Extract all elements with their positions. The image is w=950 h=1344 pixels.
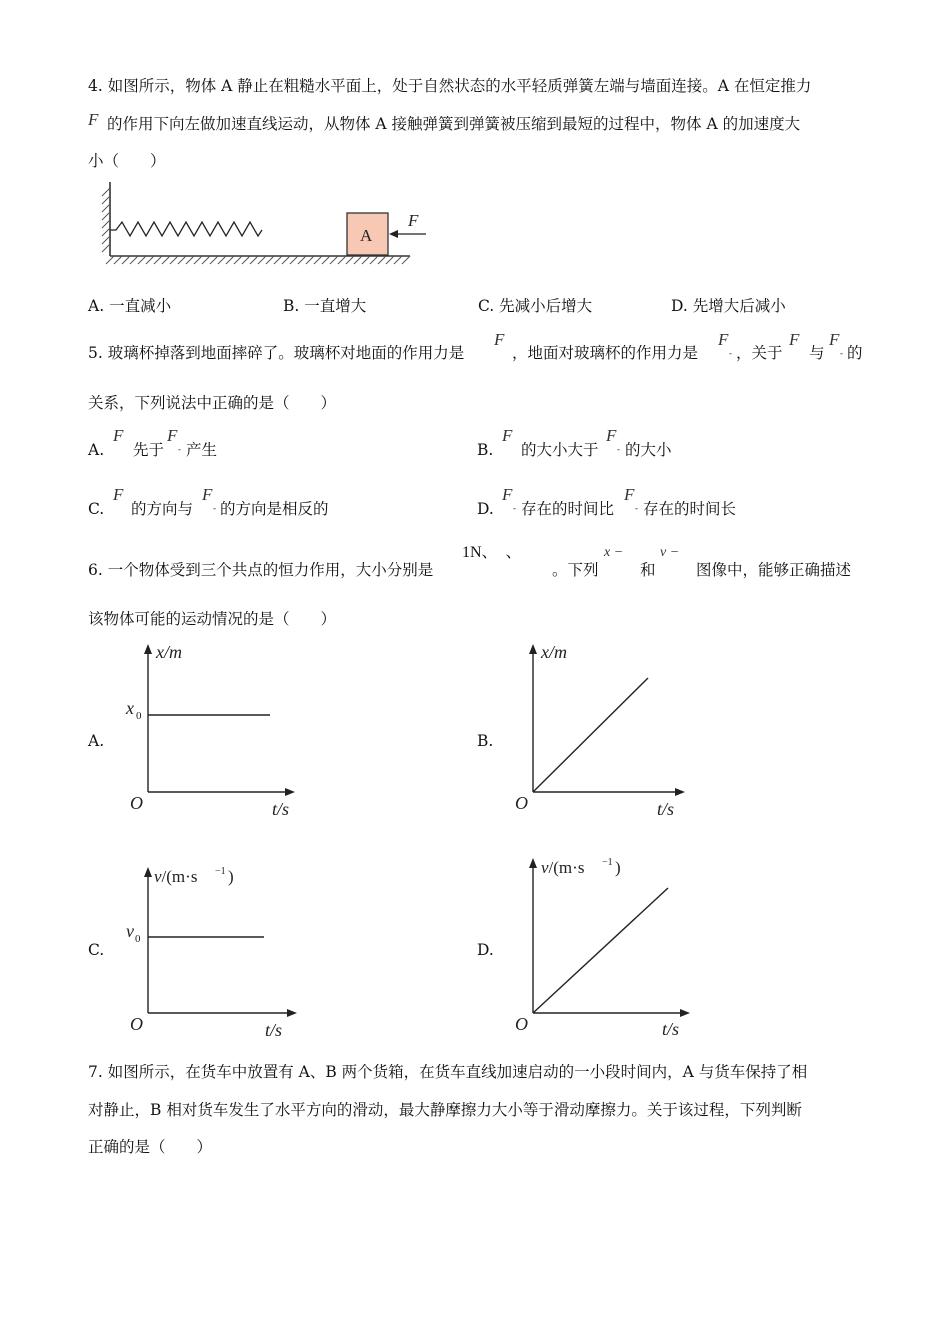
spring bbox=[110, 222, 262, 236]
graph-b-origin: O bbox=[515, 793, 528, 813]
q4-option-a[interactable]: A. 一直减小 bbox=[88, 297, 172, 315]
graph-b-ylabel: x/m bbox=[541, 642, 567, 662]
q5-f1: F bbox=[494, 330, 505, 349]
q6-forces: 1N、 、 bbox=[462, 544, 522, 561]
q6-line1-d: 图像中，能够正确描述 bbox=[696, 561, 852, 579]
graph-d-yclose: ) bbox=[615, 858, 621, 877]
force-label: F bbox=[408, 211, 419, 230]
block-a-label: A bbox=[360, 226, 373, 245]
q5-f3: F bbox=[789, 330, 800, 349]
graph-d-line bbox=[533, 888, 668, 1013]
graph-b-line bbox=[533, 678, 648, 792]
q6-option-c[interactable]: C. bbox=[88, 941, 105, 959]
graph-a-level-sub: 0 bbox=[136, 710, 142, 722]
q6-line1-a: 6. 一个物体受到三个共点的恒力作用，大小分别是 bbox=[88, 561, 434, 579]
q6-v-graph-symbol: v − bbox=[660, 545, 680, 560]
q4-force-symbol: F bbox=[88, 110, 99, 129]
q4-line3: 小（ ） bbox=[88, 152, 166, 170]
graph-c-ylabel: v/(m·s bbox=[154, 867, 198, 886]
q4-option-d[interactable]: D. 先增大后减小 bbox=[671, 297, 786, 315]
q7-line3: 正确的是（ ） bbox=[88, 1138, 213, 1156]
q5-line1-a: 5. 玻璃杯掉落到地面摔碎了。玻璃杯对地面的作用力是 bbox=[88, 344, 465, 362]
q5-f4-sub: - bbox=[840, 348, 843, 358]
q6-graph-d bbox=[505, 845, 700, 1040]
q5-f2-sub: - bbox=[729, 348, 732, 358]
q4-spring-figure bbox=[96, 178, 419, 268]
graph-c-origin: O bbox=[130, 1014, 143, 1034]
graph-a-level-label: x bbox=[126, 698, 134, 718]
q5-f2: F bbox=[718, 330, 729, 349]
graph-a-xlabel: t/s bbox=[272, 799, 290, 819]
graph-a-origin: O bbox=[130, 793, 143, 813]
q6-option-b[interactable]: B. bbox=[477, 732, 494, 750]
q5-line1-b: ，地面对玻璃杯的作用力是 bbox=[512, 344, 699, 362]
q4-option-c[interactable]: C. 先减小后增大 bbox=[478, 297, 593, 315]
q6-line1-c: 和 bbox=[640, 561, 656, 579]
graph-a-ylabel: x/m bbox=[156, 642, 182, 662]
q5-line1-c: ，关于 bbox=[736, 344, 783, 362]
q6-x-graph-symbol: x − bbox=[604, 545, 624, 560]
q4-line1: 4. 如图所示，物体 A 静止在粗糙水平面上，处于自然状态的水平轻质弹簧左端与墙面连接。A 在恒定推力 bbox=[88, 77, 812, 95]
graph-c-ysup: −1 bbox=[215, 866, 226, 877]
graph-c-level-label: v bbox=[126, 921, 134, 941]
graph-c-level-sub: 0 bbox=[135, 933, 141, 945]
q6-graph-b bbox=[505, 640, 690, 825]
graph-c-yclose: ) bbox=[228, 867, 234, 886]
q5-line1-e: 的 bbox=[847, 344, 863, 362]
q5-line1-d: 与 bbox=[809, 344, 825, 362]
q5-f4: F bbox=[829, 330, 840, 349]
q6-option-a[interactable]: A. bbox=[88, 732, 105, 750]
q6-line1-b: 。下列 bbox=[552, 561, 599, 579]
q4-line2: 的作用下向左做加速直线运动，从物体 A 接触弹簧到弹簧被压缩到最短的过程中，物体 A 的加速度大 bbox=[107, 115, 801, 133]
graph-c-xlabel: t/s bbox=[265, 1020, 283, 1040]
q4-option-b[interactable]: B. 一直增大 bbox=[283, 297, 367, 315]
graph-d-xlabel: t/s bbox=[662, 1019, 680, 1039]
q6-line2: 该物体可能的运动情况的是（ ） bbox=[88, 610, 337, 628]
graph-b-xlabel: t/s bbox=[657, 799, 675, 819]
q6-graph-c bbox=[120, 850, 310, 1040]
graph-d-ysup: −1 bbox=[602, 857, 613, 868]
q7-line1: 7. 如图所示，在货车中放置有 A、B 两个货箱，在货车直线加速启动的一小段时间内，A 与货车保持了相 bbox=[88, 1063, 808, 1081]
q7-line2: 对静止，B 相对货车发生了水平方向的滑动，最大静摩擦力大小等于滑动摩擦力。关于该过程，下列判断 bbox=[88, 1101, 802, 1119]
graph-d-origin: O bbox=[515, 1014, 528, 1034]
q5-line2: 关系，下列说法中正确的是（ ） bbox=[88, 394, 337, 412]
q6-graph-a bbox=[120, 640, 300, 825]
graph-d-ylabel: v/(m·s bbox=[541, 858, 585, 877]
q6-option-d[interactable]: D. bbox=[477, 941, 494, 959]
